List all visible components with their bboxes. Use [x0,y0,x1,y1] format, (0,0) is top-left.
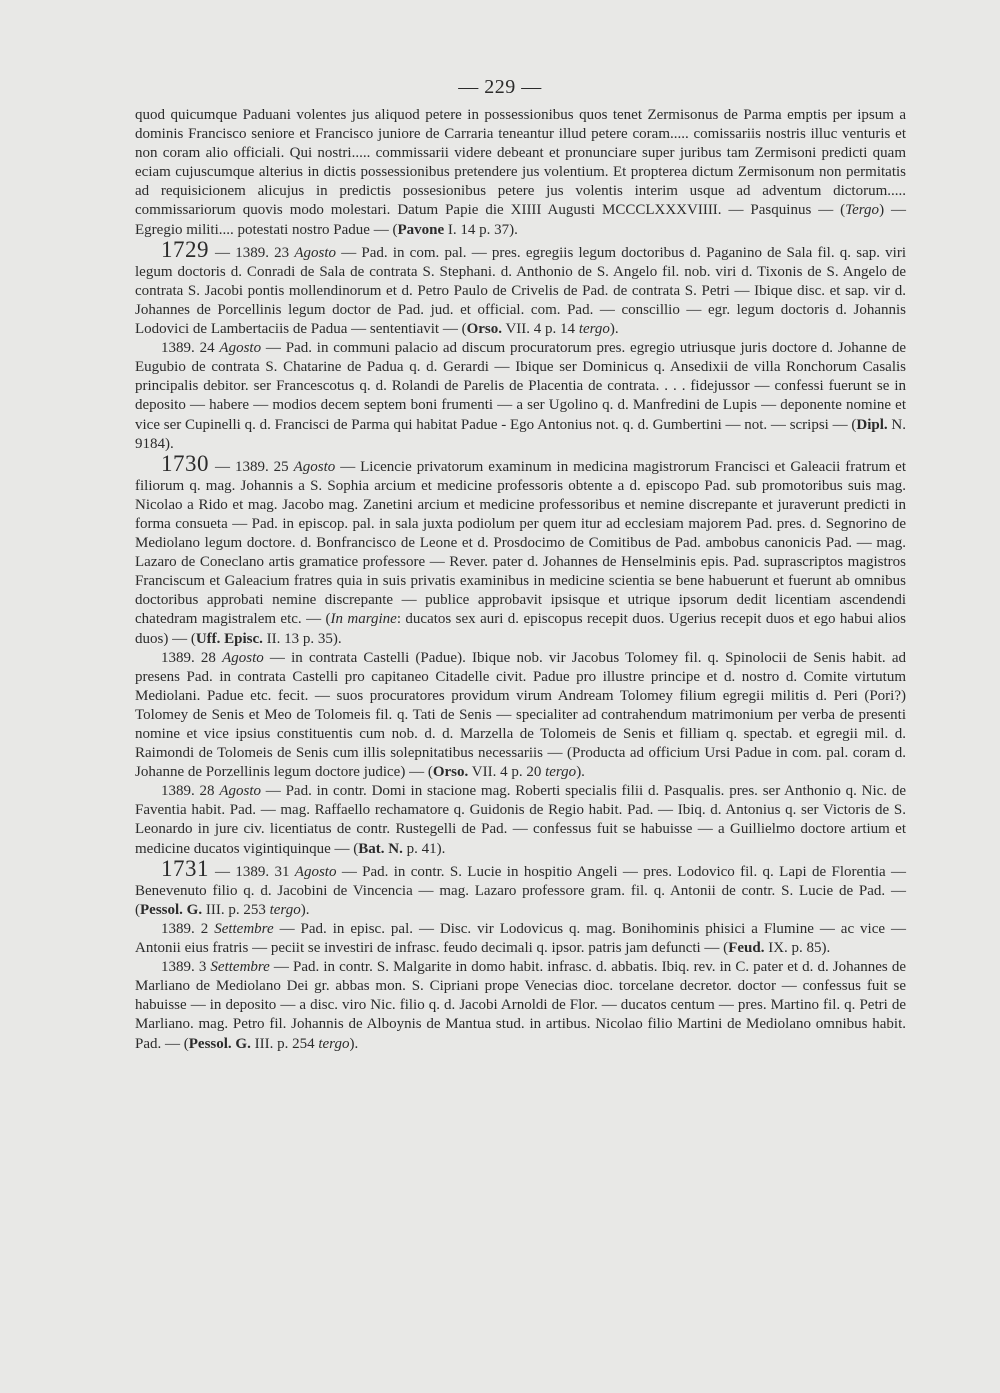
paragraph-1389-24-agosto: 1389. 24 Agosto — Pad. in communi palacio ad discum procuratorum pres. egregio utriusque juris doctore d. Johanne de Eugubio de contrata S. Chatarine de Padua q. d. Gerardi — Ibique ser Dominicus q. Ansedixii de villa Ronchorum Casalis principalis debitor. ser Francescotus q. d. Rolandi de Parelis de Placentia de contrata. . . . fidejussor — confessi fuerunt se in deposito — habere — modios decem septem boni frumenti — a ser Ugolino q. d. Manfredini de Lupis — deponente nomine et vice ser Cupinelli q. d. Francisci de Parma qui habitat Padue - Ego Antonius not. q. d. Gumbertini — not. — scripsi — (Dipl. N. 9184). [135,340,907,452]
document-body [135,106,906,1054]
paragraph-1389-28-agosto-a: 1389. 28 Agosto — in contrata Castelli (Padue). Ibique nob. vir Jacobus Tolomey fil. q. Spinolocii de Senis habit. ad presens Pad. in contrata Castelli pro capitaneo Citadelle civit. Padue pro illustre principe et d. nostro d. Comite virtutum Mediolani. Padue etc. fecit. — suos procuratores providum virum Andream Tolomey filium egregii militis d. Peri (Pori?) Tolomey de Senis et Meo de Tolomeis fil. q. Tati de Senis — specialiter ad contrahendum matrimonium per verba de presenti nomine et vice ipsius constituentis cum nob. d. d. Marzella de Tolomeis de Senis et filliam q. spectab. et egregii mil. d. Raimondi de Tolomeis de Senis cum illis solepnitatibus necessariis — (Producta ad officium Ursi Padue in com. pal. coram d. Johanne de Porzellinis legum doctore judice) — (Orso. VII. 4 p. 20 tergo). [135,649,906,781]
paragraph-1389-2-settembre: 1389. 2 Settembre — Pad. in episc. pal. — Disc. vir Lodovicus q. mag. Bonihominis phisici a Flumine — ac vice — Antonii eius fratris — peciit se investiri de infrasc. feudo decimali q. ipsor. patris jam defuncti — (Feud. IX. p. 85). [135,920,907,957]
entry-1730: 1730 — 1389. 25 Agosto — Licencie privatorum examinum in medicina magistrorum Francisci et Galeacii fratrum et filiorum q. mag. Johannis a S. Sophia arcium et medicine professoris obtente a d. episcopo Pad. sub promotoribus suis mag. Nicolao a Rido et mag. Jacobo mag. Zanetini arcium et medicine professoribus et nemine discrepante et juraverunt predicti in forma consueta — Pad. in episcop. pal. in sala juxta podiolum per quem itur ad ecclesiam majorem Pad. pres. d. Segnorino de Mediolano legum doctore. d. Bonfrancisco de Leone et d. Prosdocimo de Comitibus de Pad. ambobus canonicis Pad. — mag. Lazaro de Coneclano artis gramatice professore — Rever. pater d. Johannes de Henselminis epis. Pad. suprascriptos magistros Franciscum et Galeacium fratres quia in suis privatis examinibus in medicine scientia se bene habuerunt et fuerunt ab omnibus doctoribus approbati nemine discrepante — publice approbavit ipsisque et utrique ipsorum dedit licentiam ascendendi chatedram magistralem etc. — (In margine: ducatos sex auri d. episcopus recepit duos. Ugerius recepit duos et ego habui alios duos) — (Uff. Episc. II. 13 p. 35). [135,450,906,647]
page-number: — 229 — [458,76,542,98]
entry-number: 1729 [161,236,209,262]
entry-number: 1731 [161,855,209,881]
entry-1729: 1729 — 1389. 23 Agosto — Pad. in com. pal. — pres. egregiis legum doctoribus d. Paganino de Sala fil. q. sap. viri legum doctoris d. Conradi de Sala de contrata S. Stephani. d. Anthonio de S. Angelo fil. nob. viri d. Tixonis de S. Angelo de contrata S. Jacobi pontis mollendinorum et d. Petro Paulo de Crivelis de Pad. de contrata S. Petri — Ibique disc. et sap. vir d. Johannes de Porcellinis legum doctor de Pad. jud. et official. com. Pad. — conscillio — egr. legum doctoris d. Johannis Lodovici de Lambertaciis de Padua — sententiavit — (Orso. VII. 4 p. 14 tergo). [135,236,907,338]
entry-1731: 1731 — 1389. 31 Agosto — Pad. in contr. S. Lucie in hospitio Angeli — pres. Lodovico fil. q. Lapi de Florentia — Benevenuto filio q. d. Jacobini de Vincencia — mag. Lazaro professore gram. fil. q. Antonii de contr. S. Lucie de Pad. — (Pessol. G. III. p. 253 tergo). [135,855,906,918]
paragraph-1389-3-settembre: 1389. 3 Settembre — Pad. in contr. S. Malgarite in domo habit. infrasc. d. abbatis. Ibiq. rev. in C. pater et d. d. Johannes de Marliano de Mediolano Dei gr. abbas mon. S. Cipriani prope Venecias dioc. torcelane decretor. doctor — confessus fuit se habuisse — in deposito — a disc. viro Nic. filio q. d. Jacobi Arnoldi de Flor. — ducatos centum — pres. Martino fil. q. Petri de Marliano. mag. Petro fil. Johannis de Alboynis de Mantua stud. in artibus. Nicolao filio Martini de Mediolano omnibus habit. Pad. — (Pessol. G. III. p. 254 tergo). [135,959,907,1052]
entry-number: 1730 [161,450,209,476]
paragraph-continuation: quod quicumque Paduani volentes jus aliquod petere in possessionibus quos tenet Zermisonus de Parma emptis per ipsum a dominis Francisco seniore et Francisco juniore de Carraria teneantur illud petere coram..... comissariis nostris illuc venturis et non coram alio officiali. Qui nostri..... commissarii videre debeant et pronunciare super juribus tam Zermisoni predicti quam eciam cujuscumque alterius in dictis possessionibus pretendere jus volentium. Et propterea dictum Zermisonum non permitatis ad requisicionem alicujus in predictis possesionibus petere jus volentis interim usque ad adventum dictorum..... commissariorum quovis modo molestari. Datum Papie die XIIII Augusti MCCCLXXXVIIII. — Pasquinus — (Tergo) — Egregio militi.... potestati nostro Padue — (Pavone I. 14 p. 37). [135,107,906,238]
paragraph-1389-28-agosto-b: 1389. 28 Agosto — Pad. in contr. Domi in stacione mag. Roberti specialis filii d. Pasqualis. pres. ser Anthonio q. Nic. de Faventia habit. Pad. — mag. Raffaello rechamatore q. Guidonis de Regio habit. Pad. — Ibiq. d. Antonius q. ser Victoris de S. Leonardo in jure civ. licentiatus de contr. Rustegelli de Pad. — confessus fuit se habuisse — a Guillielmo doctore artium et medicine ducatos vigintiquinque — (Bat. N. p. 41). [135,783,907,857]
